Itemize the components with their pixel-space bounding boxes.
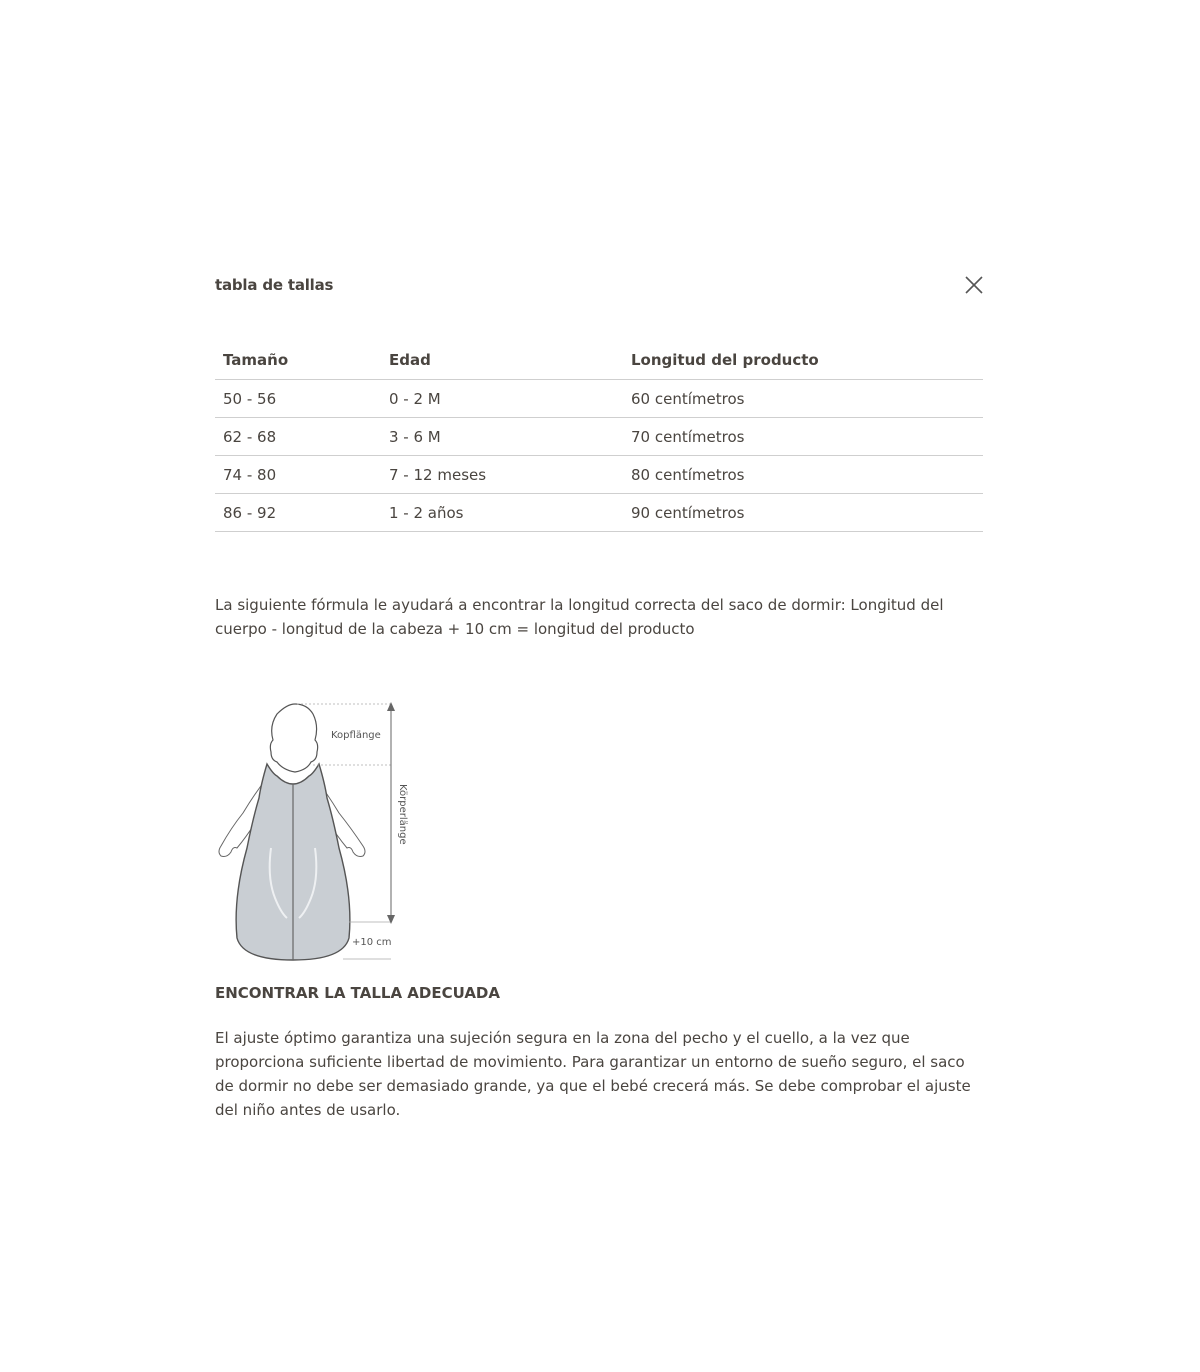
fit-heading: ENCONTRAR LA TALLA ADECUADA — [215, 984, 500, 1002]
column-header-age: Edad — [381, 340, 623, 380]
length-cell: 80 centímetros — [623, 456, 983, 494]
formula-text: La siguiente fórmula le ayudará a encontrar la longitud correcta del saco de dormir: Longitud del cuerpo - longitud de la cabeza + 10 cm = longitud del producto — [215, 596, 944, 638]
body-length-label: Körperlänge — [397, 784, 408, 845]
table-row — [215, 380, 983, 418]
size-cell: 50 - 56 — [215, 380, 381, 418]
fit-description: El ajuste óptimo garantiza una sujeción segura en la zona del pecho y el cuello, a la vez que proporciona suficiente libertad de movimiento. Para garantizar un entorno de sueño seguro, el saco de dormir no debe ser demasiado grande, ya que el bebé crecerá más. Se debe comprobar el ajuste del niño antes de usarlo. — [215, 1029, 971, 1119]
table-row — [215, 456, 983, 494]
close-button[interactable] — [963, 274, 985, 296]
age-cell: 0 - 2 M — [381, 380, 623, 418]
table-row — [215, 418, 983, 456]
column-header-size: Tamaño — [215, 340, 381, 380]
length-cell: 70 centímetros — [623, 418, 983, 456]
length-cell: 90 centímetros — [623, 494, 983, 532]
age-cell: 1 - 2 años — [381, 494, 623, 532]
age-cell: 7 - 12 meses — [381, 456, 623, 494]
close-icon — [963, 274, 985, 296]
size-cell: 74 - 80 — [215, 456, 381, 494]
size-cell: 86 - 92 — [215, 494, 381, 532]
column-header-length: Longitud del producto — [623, 340, 983, 380]
modal-title: tabla de tallas — [215, 276, 334, 294]
arrow-head-top — [387, 702, 395, 711]
baby-head — [270, 704, 317, 772]
extra-length-label: +10 cm — [352, 937, 392, 948]
size-table — [215, 340, 983, 532]
table-header-row — [215, 340, 983, 380]
table-row — [215, 494, 983, 532]
sleeping-bag-diagram — [215, 698, 415, 968]
age-cell: 3 - 6 M — [381, 418, 623, 456]
length-cell: 60 centímetros — [623, 380, 983, 418]
head-length-label: Kopflänge — [331, 730, 381, 741]
arrow-head-bottom — [387, 915, 395, 924]
size-cell: 62 - 68 — [215, 418, 381, 456]
